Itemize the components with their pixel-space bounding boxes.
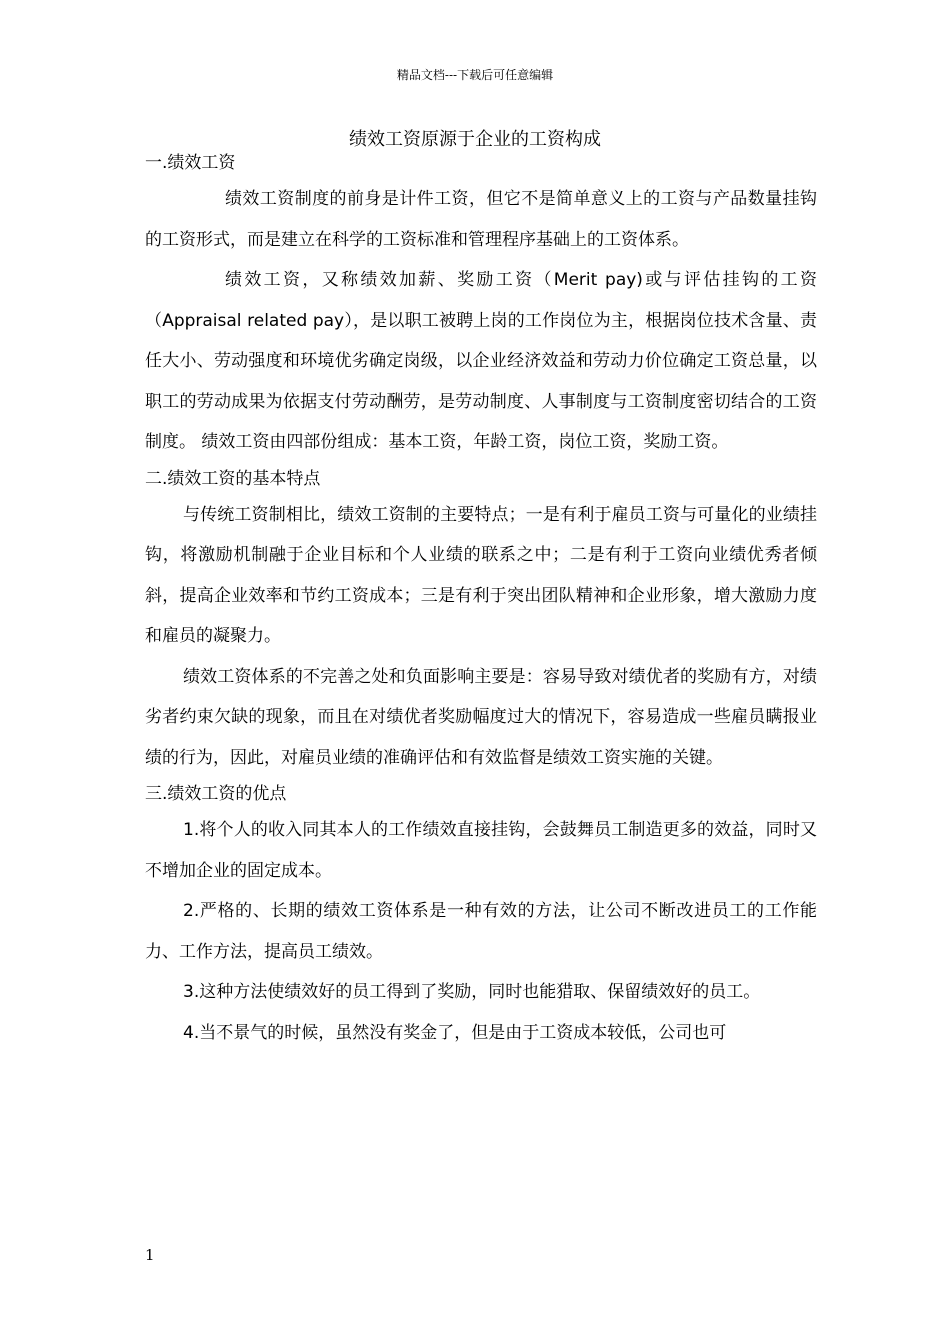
document-title: 绩效工资原源于企业的工资构成 — [349, 129, 601, 150]
paragraph: 与传统工资制相比，绩效工资制的主要特点；一是有利于雇员工资与可量化的业绩挂钩，将激励机制融于企业目标和个人业绩的联系之中；二是有利于工资向业绩优秀者倾斜，提高企业效率和节约工资成本；三是有利于突出团队精神和企业形象，增大激励力度和雇员的凝聚力。 — [145, 504, 817, 646]
list-item: 1.将个人的收入同其本人的工作绩效直接挂钩，会鼓舞员工制造更多的效益，同时又不增加企业的固定成本。 — [145, 820, 817, 881]
paragraph: 绩效工资体系的不完善之处和负面影响主要是：容易导致对绩优者的奖励有方，对绩劣者约束欠缺的现象，而且在对绩优者奖励幅度过大的情况下，容易造成一些雇员瞒报业绩的行为，因此，对雇员业绩的准确评估和有效监督是绩效工资实施的关键。 — [145, 666, 817, 768]
document-body — [145, 147, 817, 1053]
section-heading-3: 三.绩效工资的优点 — [145, 784, 287, 804]
paragraph: 绩效工资制度的前身是计件工资，但它不是简单意义上的工资与产品数量挂钩的工资形式，而是建立在科学的工资标准和管理程序基础上的工资体系。 — [145, 189, 817, 250]
paragraph: 绩效工资，又称绩效加薪、奖励工资（Merit pay)或与评估挂钩的工资（Appraisal related pay），是以职工被聘上岗的工作岗位为主，根据岗位技术含量、责任大小、劳动强度和环境优劣确定岗级，以企业经济效益和劳动力价位确定工资总量，以职工的劳动成果为依据支付劳动酬劳，是劳动制度、人事制度与工资制度密切结合的工资制度。 绩效工资由四部份组成：基本工资，年龄工资，岗位工资，奖励工资。 — [145, 270, 817, 452]
page-header: 精品文档---下载后可任意编辑 — [396, 68, 554, 82]
list-item: 4.当不景气的时候，虽然没有奖金了，但是由于工资成本较低，公司也可 — [183, 1022, 727, 1043]
page-number: 1 — [145, 1246, 155, 1264]
section-heading-2: 二.绩效工资的基本特点 — [145, 468, 321, 489]
list-item: 2.严格的、长期的绩效工资体系是一种有效的方法，让公司不断改进员工的工作能力、工作方法，提高员工绩效。 — [145, 901, 817, 962]
section-heading-1: 一.绩效工资 — [145, 153, 236, 173]
list-item: 3.这种方法使绩效好的员工得到了奖励，同时也能猎取、保留绩效好的员工。 — [183, 982, 761, 1002]
